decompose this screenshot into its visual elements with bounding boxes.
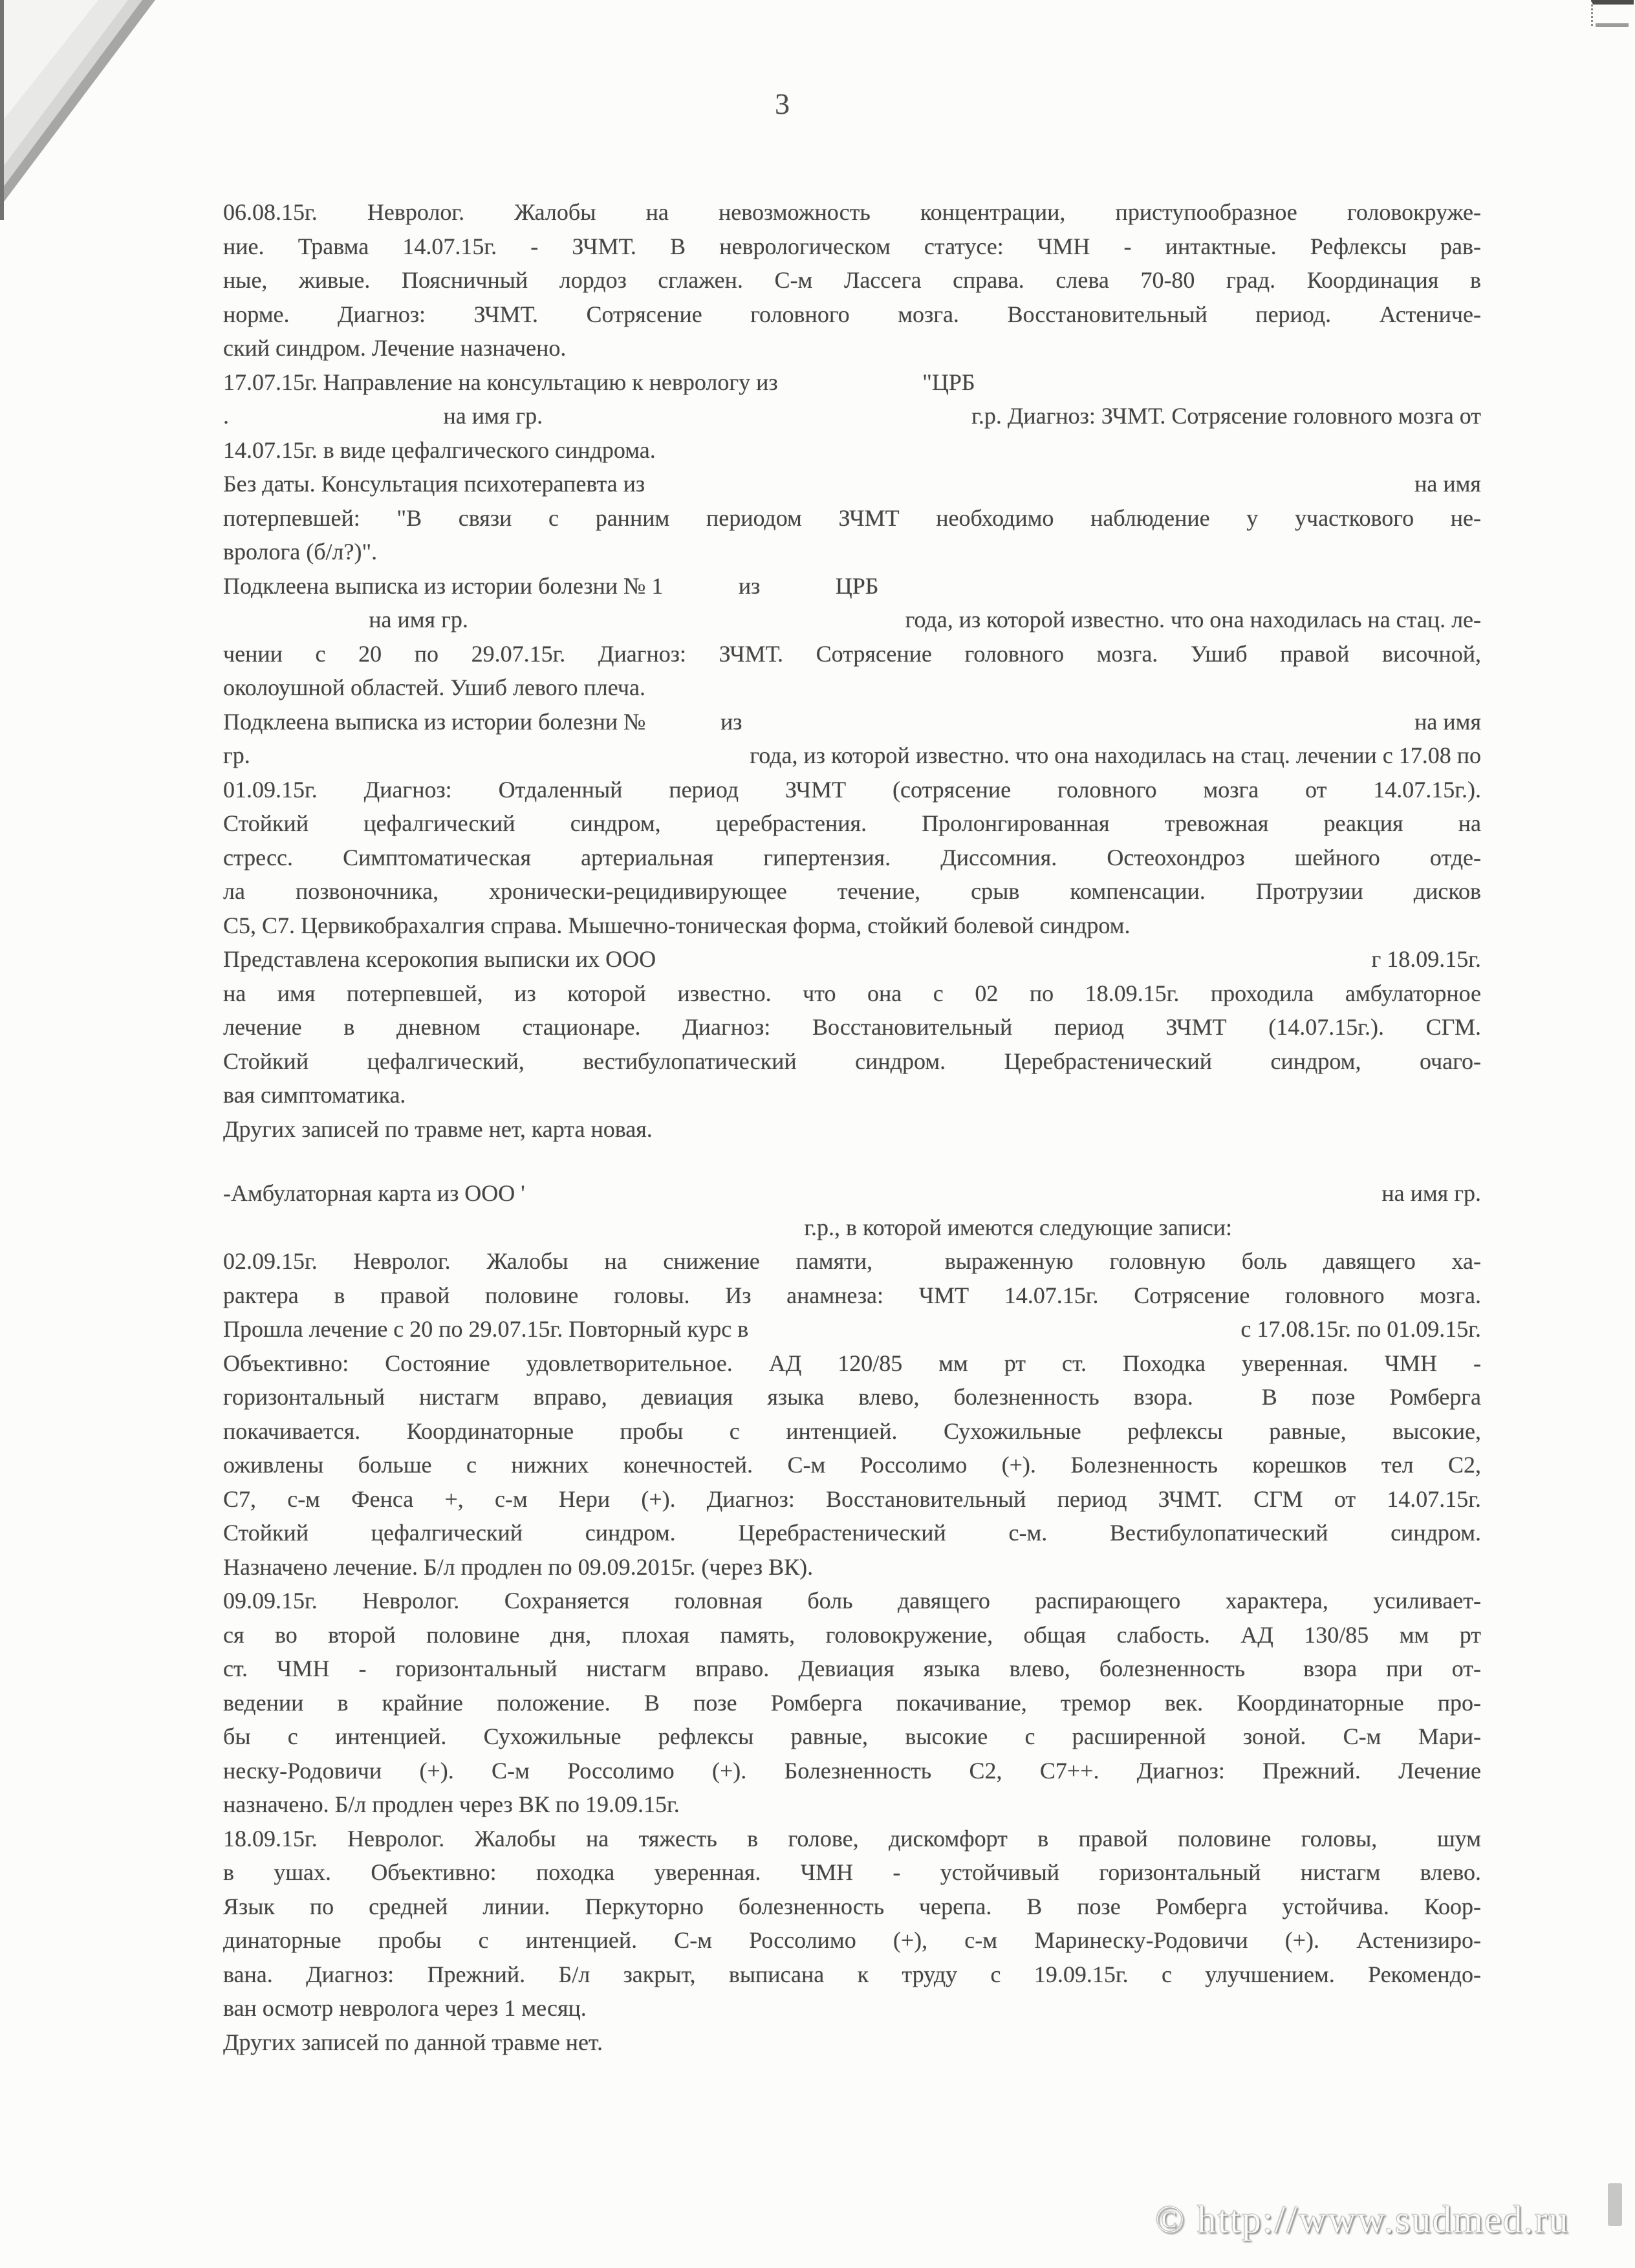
text-line [223,195,1481,230]
text-segment: из [738,572,761,599]
text-line [223,874,1481,909]
text-line [223,739,1481,773]
text-line [223,603,1481,637]
text-segment: 17.07.15г. Направление на консультацию к неврологу из [223,369,778,395]
text-line [223,1010,1481,1044]
text-segment: 06.08.15г. Невролог. Жалобы на невозможность концентрации, приступообразное головокруже- [223,199,1481,225]
text-segment: Других записей по данной травме нет. [223,2029,603,2055]
watermark: © http://www.sudmed.ru [1155,2198,1570,2241]
text-line [223,569,1481,603]
text-segment: г 18.09.15г. [1371,946,1481,972]
text-segment: в ушах. Объективно: походка уверенная. ЧМН - устойчивый горизонтальный нистагм влево. [223,1859,1481,1885]
text-segment: 14.07.15г. в виде цефалгического синдрома. [223,437,656,463]
text-line [223,1652,1481,1686]
text-line [223,1414,1481,1449]
text-segment: из [720,708,742,735]
text-segment: ла позвоночника, хронически-рецидивирующее течение, срыв компенсации. Протрузии дисков [223,878,1481,904]
text-line [223,705,1481,739]
text-segment: на имя гр. [369,607,468,632]
text-line [223,1822,1481,1856]
text-segment: 18.09.15г. Невролог. Жалобы на тяжесть в голове, дискомфорт в правой половине головы, шум [223,1825,1481,1852]
text-segment: г.р. Диагноз: ЗЧМТ. Сотрясение головного мозга от [971,403,1481,429]
text-line [223,1890,1481,1924]
text-segment: 02.09.15г. Невролог. Жалобы на снижение памяти, выраженную головную боль давящего ха- [223,1248,1481,1274]
text-segment: стресс. Симптоматическая артериальная гипертензия. Диссомния. Остеохондроз шейного отде- [223,844,1481,870]
text-segment: Стойкий цефалгический синдром. Церебрастенический с-м. Вестибулопатический синдром. [223,1520,1481,1546]
text-line [223,1754,1481,1788]
text-segment: на имя [1414,471,1481,497]
text-line [223,1380,1481,1414]
text-segment: года, из которой известно. что она находилась на стац. лечении с 17.08 по [750,742,1481,768]
text-segment: оживлены больше с нижних конечностей. С-м Россолимо (+). Болезненность корешков тел С2, [223,1452,1481,1478]
text-line [223,263,1481,297]
text-line [223,1279,1481,1313]
text-line [223,1923,1481,1958]
text-line [223,909,1481,943]
text-line [223,1482,1481,1517]
text-segment: С5, С7. Цервикобрахалгия справа. Мышечно-тоническая форма, стойкий болевой синдром. [223,912,1131,938]
text-segment: на имя гр. [443,403,543,429]
text-line [223,535,1481,569]
text-segment: с 17.08.15г. по 01.09.15г. [1240,1316,1481,1342]
text-segment: на имя гр. [1381,1180,1481,1206]
text-line [223,501,1481,535]
text-segment: ся во второй половине дня, плохая память, головокружение, общая слабость. АД 130/85 мм рт [223,1621,1481,1648]
corner-scan-mark-bar [1596,23,1629,27]
text-line [223,1312,1481,1346]
text-line [223,1112,1481,1147]
text-segment: горизонтальный нистагм вправо, девиация языка влево, болезненность взора. В позе Ромберга [223,1384,1481,1410]
text-segment: . [223,403,229,429]
text-segment: г.р., в которой имеются следующие записи: [804,1214,1233,1240]
document-text [223,195,1481,2059]
scan-edge-strip [0,0,4,220]
text-line [223,1550,1481,1584]
text-segment: Других записей по травме нет, карта новая. [223,1116,653,1142]
page-fold-artifact [0,0,175,226]
text-line [223,1078,1481,1112]
text-line [223,1244,1481,1279]
corner-scan-mark [1591,0,1634,26]
text-line [223,1720,1481,1754]
text-line [223,773,1481,807]
text-line [223,399,1481,433]
text-segment: ст. ЧМН - горизонтальный нистагм вправо. Девиация языка влево, болезненность взора при от- [223,1656,1481,1681]
text-segment: 09.09.15г. Невролог. Сохраняется головная боль давящего распирающего характера, усиливает- [223,1588,1481,1614]
text-segment: гр. [223,742,250,768]
text-line [223,467,1481,501]
text-segment: чении с 20 по 29.07.15г. Диагноз: ЗЧМТ. Сотрясение головного мозга. Ушиб правой височной, [223,640,1481,667]
text-segment: Объективно: Состояние удовлетворительное. АД 120/85 мм рт ст. Походка уверенная. ЧМН - [223,1350,1481,1376]
text-segment: покачивается. Координаторные пробы с интенцией. Сухожильные рефлексы равные, высокие, [223,1418,1481,1444]
text-segment: Подклеена выписка из истории болезни № [223,708,646,735]
text-segment: Подклеена выписка из истории болезни № 1 [223,572,664,599]
text-line [223,1044,1481,1079]
text-segment: ЦРБ [835,572,879,599]
text-line [223,942,1481,977]
text-line [223,2025,1481,2060]
text-segment: ные, живые. Поясничный лордоз сглажен. С-м Лассега справа. слева 70-80 град. Координация в [223,267,1481,293]
text-segment: на имя [1414,708,1482,735]
text-line [223,1991,1481,2025]
text-segment: Язык по средней линии. Перкуторно болезненность черепа. В позе Ромберга устойчива. Коор- [223,1893,1481,1919]
text-line [223,806,1481,841]
page-number: 3 [775,87,790,120]
text-line [223,1855,1481,1890]
text-segment: Стойкий цефалгический синдром, церебрастения. Пролонгированная тревожная реакция на [223,810,1481,836]
text-line [223,365,1481,400]
text-line [223,1958,1481,1992]
text-line [223,1346,1481,1381]
text-segment: вана. Диагноз: Прежний. Б/л закрыт, выписана к труду с 19.09.15г. с улучшением. Рекомендо- [223,1961,1481,1987]
text-segment: ведении в крайние положение. В позе Ромберга покачивание, тремор век. Координаторные про- [223,1689,1481,1716]
text-segment: вая симптоматика. [223,1082,406,1108]
text-segment: вролога (б/л?)". [223,539,378,565]
text-segment: норме. Диагноз: ЗЧМТ. Сотрясение головного мозга. Восстановительный период. Астениче- [223,301,1481,327]
text-segment: потерпевшей: "В связи с ранним периодом ЗЧМТ необходимо наблюдение у участкового не- [223,504,1481,531]
text-segment: года, из которой известно. что она находилась на стац. ле- [905,607,1481,632]
text-segment: Прошла лечение с 20 по 29.07.15г. Повторный курс в [223,1316,749,1342]
text-line [223,433,1481,468]
text-line [223,1516,1481,1550]
text-segment: С7, с-м Фенса +, с-м Нери (+). Диагноз: Восстановительный период ЗЧМТ. СГМ от 14.07.15г. [223,1485,1481,1512]
text-line [223,977,1481,1011]
text-segment: 01.09.15г. Диагноз: Отдаленный период ЗЧМТ (сотрясение головного мозга от 14.07.15г.). [223,776,1481,803]
text-line [223,1618,1481,1652]
text-line [223,841,1481,875]
text-line [223,1787,1481,1822]
text-segment: околоушной областей. Ушиб левого плеча. [223,675,645,700]
text-line [223,1211,1481,1245]
text-line [223,671,1481,705]
text-line [223,297,1481,332]
text-line [223,230,1481,264]
text-segment: неску-Родовичи (+). С-м Россолимо (+). Болезненность С2, С7++. Диагноз: Прежний. Лечение [223,1757,1481,1784]
text-segment: "ЦРБ [922,369,975,395]
text-segment: Без даты. Консультация психотерапевта из [223,471,645,497]
text-line [223,637,1481,671]
text-segment: рактера в правой половине головы. Из анамнеза: ЧМТ 14.07.15г. Сотрясение головного мозга. [223,1282,1481,1308]
text-line [223,1448,1481,1482]
text-line [223,331,1481,365]
text-segment: Стойкий цефалгический, вестибулопатический синдром. Церебрастенический синдром, очаго- [223,1048,1481,1074]
text-segment: ние. Травма 14.07.15г. - ЗЧМТ. В неврологическом статусе: ЧМН - интактные. Рефлексы рав- [223,233,1481,259]
text-segment: Представлена ксерокопия выписки их ООО [223,946,656,972]
text-line [223,1176,1481,1211]
text-segment: лечение в дневном стационаре. Диагноз: Восстановительный период ЗЧМТ (14.07.15г.). СГМ. [223,1014,1481,1040]
text-segment: Назначено лечение. Б/л продлен по 09.09.2015г. (через ВК). [223,1553,814,1580]
text-segment: динаторные пробы с интенцией. С-м Россолимо (+), с-м Маринеску-Родовичи (+). Астенизиро- [223,1927,1481,1953]
text-line [223,1584,1481,1618]
text-segment: бы с интенцией. Сухожильные рефлексы равные, высокие с расширенной зоной. С-м Мари- [223,1723,1481,1749]
text-segment: ван осмотр невролога через 1 месяц. [223,1995,587,2021]
text-segment: на имя потерпевшей, из которой известно. что она с 02 по 18.09.15г. проходила амбулаторное [223,980,1481,1006]
text-segment: ский синдром. Лечение назначено. [223,335,567,361]
text-segment: -Амбулаторная карта из ООО ' [223,1180,525,1206]
text-line [223,1686,1481,1720]
text-segment: назначено. Б/л продлен через ВК по 19.09.15г. [223,1791,680,1817]
edge-smudge-artifact [1608,2183,1622,2226]
